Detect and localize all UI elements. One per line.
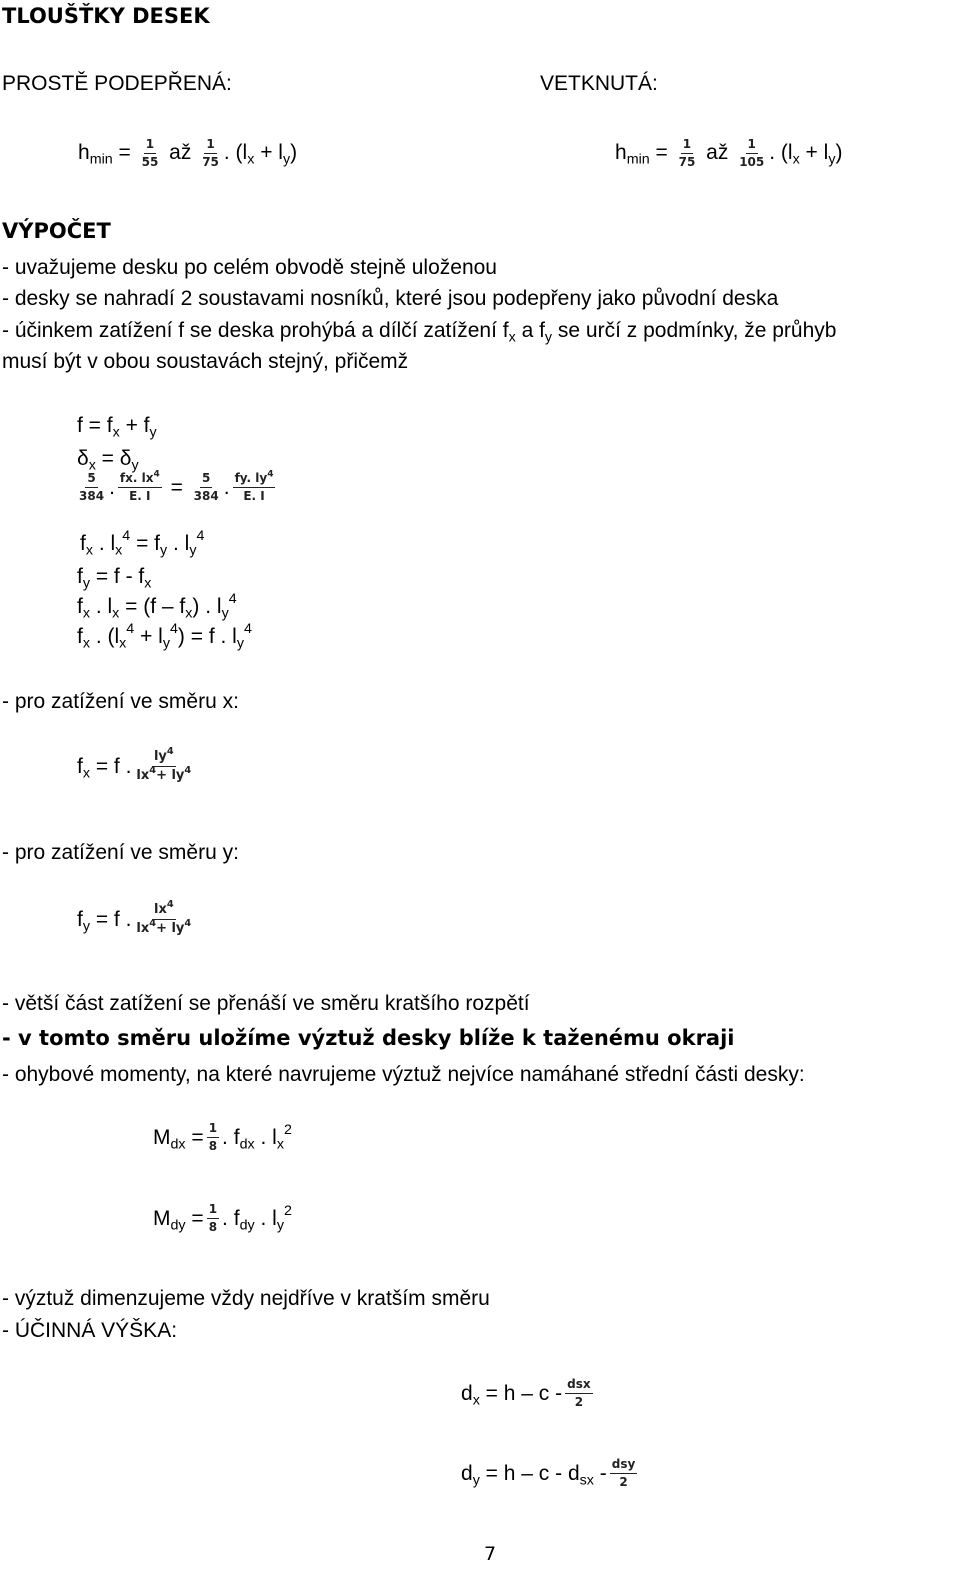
equation-dx: $d_x = h - c$ - $\frac{\text{dsx}}{2}$ xyxy=(461,1377,591,1410)
fraction-1-75: $\frac{1}{75}$ xyxy=(678,137,696,170)
fraction-1-8: $\frac{1}{8}$ xyxy=(208,1202,218,1235)
load-x-label: - pro zatížení ve směru x: xyxy=(2,690,239,713)
equation-mdy: $M_{dy}$ = $\frac{1}{8}$ . $f_{dy}$ . $l_y^2$ xyxy=(153,1202,292,1235)
paragraph-line: - ohybové momenty, na které navrujeme výztuž nejvíce namáhané střední části desky: xyxy=(2,1063,805,1086)
load-y-label: - pro zatížení ve směru y: xyxy=(2,841,239,864)
emphasis-line: - v tomto směru uložíme výztuž desky blíže k taženému okraji xyxy=(2,1026,735,1050)
equation-load-balance: $f_x$ . $l_x^4 = f_y$ . $l_y^4$ xyxy=(80,528,205,559)
simply-supported-label: PROSTĚ PODEPŘENÁ: xyxy=(2,72,232,95)
fraction-1-75: $\frac{1}{75}$ xyxy=(202,137,219,170)
equation-fx-result: $f_x = f$ . $\frac{ly^4}{lx^4+ ly^4}$ xyxy=(77,746,192,784)
paragraph-line: - větší část zatížení se přenáší ve směru kratšího rozpětí xyxy=(2,992,530,1015)
fraction-ly4-over-sum: $\frac{ly^4}{lx^4+ ly^4}$ xyxy=(136,746,192,784)
fraction-fy-ly4-EI: $\frac{fy. ly^4}{E. I}$ xyxy=(234,469,274,504)
fraction-1-105: $\frac{1}{105}$ xyxy=(739,137,765,170)
fixed-label: VETKNUTÁ: xyxy=(540,72,658,95)
equation-mdx: $M_{dx}$ = $\frac{1}{8}$ . $f_{dx}$ . $l_x^2$ xyxy=(153,1121,292,1154)
hmin-simply-supported-formula: $h_{min}$ = $\frac{1}{55}$ až $\frac{1}{75}$ . $(l_x + l_y)$ xyxy=(78,137,298,170)
equation-substitution: $f_x$ . $l_x = (f - f_x)$ . $l_y^4$ xyxy=(77,591,237,622)
effective-depth-label: - ÚČINNÁ VÝŠKA: xyxy=(2,1319,178,1342)
equation-fy-result: $f_y = f$ . $\frac{lx^4}{lx^4+ ly^4}$ xyxy=(77,899,192,937)
fraction-1-55: $\frac{1}{55}$ xyxy=(141,137,159,170)
section-heading-vypocet: VÝPOČET xyxy=(2,219,111,243)
equation-fy: $f_y = f - f_x$ xyxy=(77,565,152,592)
fraction-1-8: $\frac{1}{8}$ xyxy=(208,1121,218,1154)
fraction-5-384: $\frac{5}{384}$ xyxy=(79,471,105,504)
fraction-dsx-2: $\frac{\text{dsx}}{2}$ xyxy=(567,1377,591,1410)
equation-deflection-equal: $\delta_x = \delta_y$ xyxy=(77,447,139,474)
fraction-dsy-2: $\frac{\text{dsy}}{2}$ xyxy=(611,1457,636,1490)
fraction-fx-lx4-EI: $\frac{fx. lx^4}{E. I}$ xyxy=(119,469,160,504)
equation-deflection-expanded: $\frac{5}{384}$ . $\frac{fx. lx^4}{E. I}$ = $\frac{5}{384}$ . $\frac{fy. ly^4}{E. I}$ xyxy=(79,469,274,504)
equation-f-sum: $f = f_x + f_y$ xyxy=(77,414,157,441)
equation-rearranged: $f_x$ . $(l_x^4 + l_y^4) = f$ . $l_y^4$ xyxy=(77,621,252,652)
fraction-lx4-over-sum: $\frac{lx^4}{lx^4+ ly^4}$ xyxy=(136,899,192,937)
paragraph-line: musí být v obou soustavách stejný, přičemž xyxy=(2,350,409,373)
fraction-5-384: $\frac{5}{384}$ xyxy=(193,471,219,504)
paragraph-line: - desky se nahradí 2 soustavami nosníků, které jsou podepřeny jako původní deska xyxy=(2,287,779,310)
page-title: TLOUŠŤKY DESEK xyxy=(2,4,210,28)
equation-dy: $d_y = h - c - d_{sx}$ - $\frac{\text{dsy}}{2}$ xyxy=(461,1457,636,1490)
paragraph-line: - uvažujeme desku po celém obvodě stejně uloženou xyxy=(2,256,497,279)
paragraph-line: - účinkem zatížení f se deska prohýbá a dílčí zatížení $f_x$ a $f_y$ se určí z podmínky, že průhyb xyxy=(2,319,837,346)
paragraph-line: - výztuž dimenzujeme vždy nejdříve v kratším směru xyxy=(2,1287,490,1310)
page-number: 7 xyxy=(484,1543,497,1565)
hmin-fixed-formula: $h_{min}$ = $\frac{1}{75}$ až $\frac{1}{105}$ . $(l_x + l_y)$ xyxy=(615,137,843,170)
